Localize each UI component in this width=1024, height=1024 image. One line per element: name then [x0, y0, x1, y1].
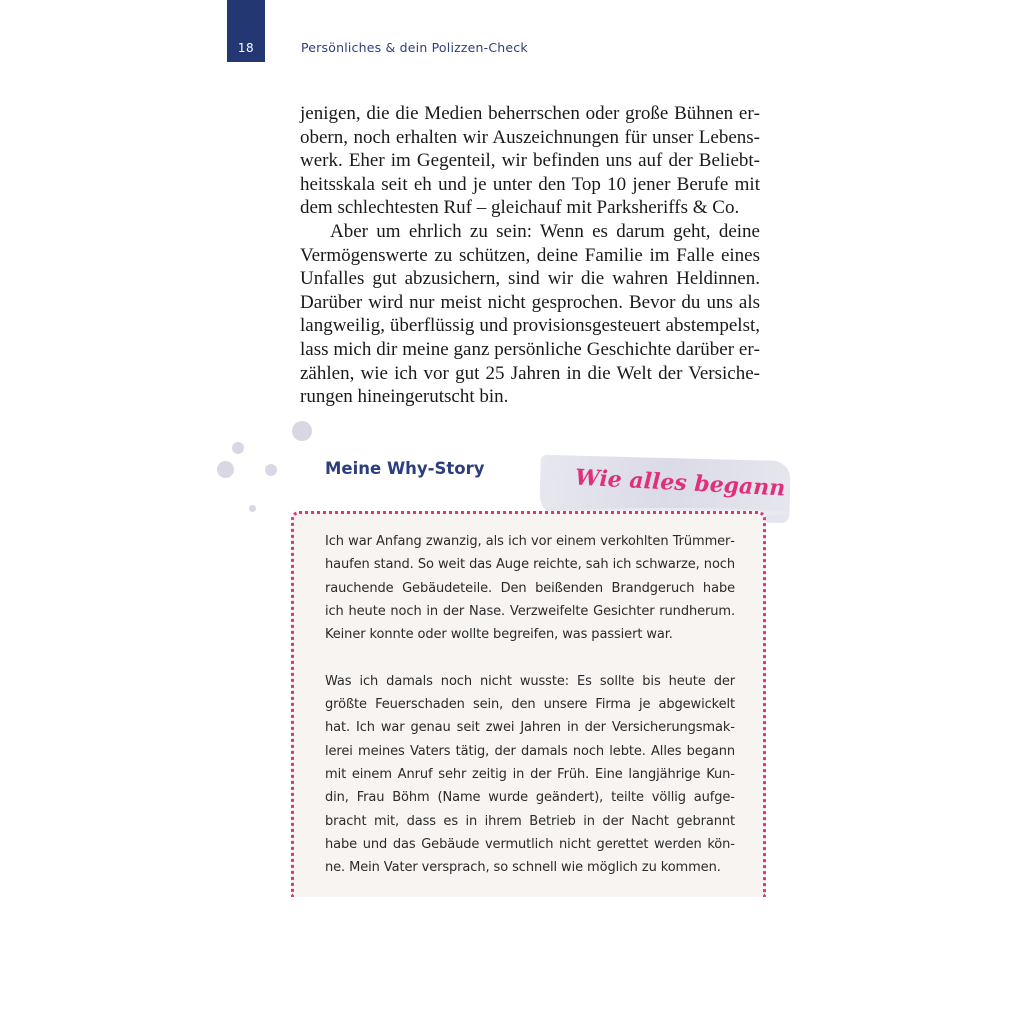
handwritten-label: Wie alles begann: [574, 464, 786, 502]
running-header: Persönliches & dein Polizzen-Check: [301, 40, 528, 55]
body-text: [300, 102, 760, 409]
story-text: [325, 530, 735, 879]
decorative-dot: [292, 421, 312, 441]
page-number: 18: [237, 41, 255, 55]
body-paragraph: jenigen, die die Medien beherrschen oder große Bühnen erobern, noch erhalten wir Auszeichnungen für unser Lebenswerk. Eher im Gegenteil, wir befinden uns auf der Beliebtheitsskala seit eh und je unter den Top 10 jener Berufe mit dem schlechtesten Ruf – gleichauf mit Parksheriffs & Co.: [300, 103, 760, 219]
decorative-dot: [249, 505, 256, 512]
story-paragraph: Ich war Anfang zwanzig, als ich vor einem verkohlten Trümmerhaufen stand. So weit das Auge reichte, sah ich schwarze, noch rauchende Gebäudeteile. Den beißenden Brandgeruch habe ich heute noch in der Nase. Verzweifelte Gesichter rundherum. Keiner konnte oder wollte begreifen, was passiert war.: [325, 534, 735, 643]
section-title: Meine Why-Story: [325, 459, 485, 478]
page-number-tab: [227, 0, 265, 62]
decorative-dot: [265, 464, 277, 476]
story-paragraph: Was ich damals noch nicht wusste: Es sollte bis heute der größte Feuerschaden sein, den unsere Firma je abgewickelt hat. Ich war genau seit zwei Jahren in der Versicherungsmaklerei meines Vaters tätig, der damals noch lebte. Alles begann mit einem Anruf sehr zeitig in der Früh. Eine langjährige Kundin, Frau Böhm (Name wurde geändert), teilte völlig aufgebracht mit, dass es in ihrem Betrieb in der Nacht gebrannt habe und das Gebäude vermutlich nicht gerettet werden könne. Mein Vater versprach, so schnell wie möglich zu kommen.: [325, 673, 735, 876]
decorative-dot: [232, 442, 244, 454]
decorative-dot: [217, 461, 234, 478]
body-paragraph: Aber um ehrlich zu sein: Wenn es darum geht, deine Vermögenswerte zu schützen, deine Familie im Falle eines Unfalles gut abzusichern, sind wir die wahren Heldinnen. Darüber wird nur meist nicht gesprochen. Bevor du uns als langweilig, überflüssig und provisionsgesteuert abstempelst, lass mich dir meine ganz persönliche Geschichte darüber erzählen, wie ich vor gut 25 Jahren in die Welt der Versicherungen hineingerutscht bin.: [300, 220, 760, 408]
